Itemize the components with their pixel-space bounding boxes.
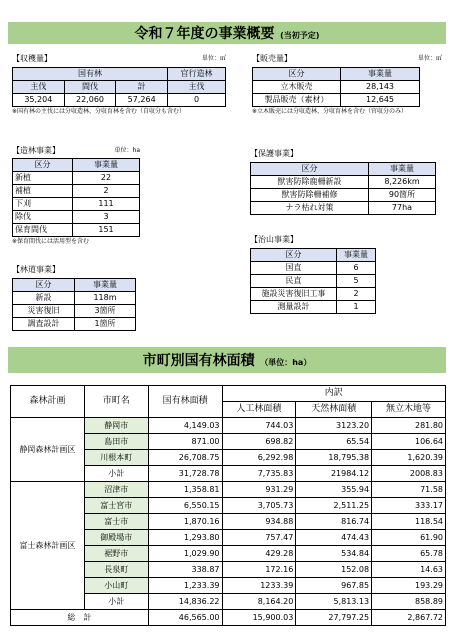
city-name: 富士宮市 [84, 498, 148, 514]
cell-unstocked: 333.17 [372, 498, 446, 514]
afforest-label: 除伐 [13, 211, 73, 224]
mountain-label: 国直 [251, 262, 337, 275]
cell-unstocked: 71.58 [372, 482, 446, 498]
cell-planted: 698.82 [222, 434, 296, 450]
header-natural: 天然林面積 [296, 402, 372, 418]
cell-total: 871.00 [148, 434, 222, 450]
city-name: 島田市 [84, 434, 148, 450]
sales-title: 【販売量】 [252, 54, 292, 63]
afforest-value: 151 [73, 224, 140, 237]
cell-natural: 3123.20 [296, 418, 372, 434]
protect-label: 獣害防除鹿柵新設 [251, 176, 369, 189]
title-note: (当初予定) [280, 31, 320, 40]
sales-label: 製品販売（素材） [253, 94, 341, 107]
cell-unstocked: 1,620.39 [372, 450, 446, 466]
mountain-label: 施設災害復旧工事 [251, 288, 337, 301]
mountain-value: 6 [337, 262, 376, 275]
area-table [10, 385, 446, 626]
cell-total: 1,029.90 [148, 546, 222, 562]
cell-total: 338.87 [148, 562, 222, 578]
harvest-col: 主伐 [13, 81, 65, 94]
cell-unstocked: 193.29 [372, 578, 446, 594]
cell-natural: 474.43 [296, 530, 372, 546]
cell-planted: 757.47 [222, 530, 296, 546]
cell-natural: 355.94 [296, 482, 372, 498]
road-label: 災害復旧 [13, 305, 75, 318]
header-unstocked: 無立木地等 [372, 402, 446, 418]
sales-note: ※立木販売には分収造林、分収育林を含む（官収分のみ） [252, 108, 408, 115]
cell-unstocked: 2008.83 [372, 466, 446, 482]
city-name: 富士市 [84, 514, 148, 530]
harvest-note: ※国有林の主伐には分収造林、分収育林を含む（自収分も含む） [12, 108, 186, 115]
road-value: 3箇所 [75, 305, 136, 318]
cell-total: 1,293.80 [148, 530, 222, 546]
sales-table [252, 67, 420, 107]
road-col: 事業量 [75, 279, 136, 292]
cell-total: 1,358.81 [148, 482, 222, 498]
cell-unstocked: 106.64 [372, 434, 446, 450]
page-title: 令和７年度の事業概要 [134, 26, 275, 42]
afforest-value: 22 [73, 172, 140, 185]
city-name: 御殿場市 [84, 530, 148, 546]
protect-table [250, 162, 436, 215]
road-table [12, 278, 136, 331]
sales-value: 28,143 [341, 81, 420, 94]
afforest-label: 新植 [13, 172, 73, 185]
road-label: 新設 [13, 292, 75, 305]
grand-planted: 15,900.03 [222, 610, 296, 626]
cell-natural: 816.74 [296, 514, 372, 530]
protect-section [250, 148, 440, 215]
afforest-table [12, 158, 140, 237]
district-name: 静岡森林計画区 [11, 418, 85, 482]
road-label: 調査設計 [13, 318, 75, 331]
area-banner [8, 347, 446, 373]
cell-natural: 152.08 [296, 562, 372, 578]
cell-unstocked: 118.54 [372, 514, 446, 530]
cell-total: 26,708.75 [148, 450, 222, 466]
cell-total: 31,728.78 [148, 466, 222, 482]
summary-banner [8, 22, 446, 44]
mountain-section [250, 234, 440, 314]
grand-total: 46,565.00 [148, 610, 222, 626]
harvest-col: 計 [116, 81, 168, 94]
protect-title: 【保護事業】 [250, 149, 298, 158]
cell-natural: 65.54 [296, 434, 372, 450]
mountain-label: 民直 [251, 275, 337, 288]
cell-natural: 21984.12 [296, 466, 372, 482]
afforest-label: 補植 [13, 185, 73, 198]
header-plan: 森林計画 [11, 386, 85, 418]
road-title: 【林道事業】 [12, 265, 60, 274]
mountain-col: 事業量 [337, 249, 376, 262]
cell-unstocked: 65.78 [372, 546, 446, 562]
header-city: 市町名 [84, 386, 148, 418]
sales-value: 12,645 [341, 94, 420, 107]
afforest-value: 3 [73, 211, 140, 224]
cell-natural: 2,511.25 [296, 498, 372, 514]
grand-unstocked: 2,867.72 [372, 610, 446, 626]
protect-col: 区分 [251, 163, 369, 176]
road-value: 1箇所 [75, 318, 136, 331]
cell-planted: 744.03 [222, 418, 296, 434]
mountain-value: 5 [337, 275, 376, 288]
cell-planted: 8,164.20 [222, 594, 296, 610]
harvest-col: 主伐 [168, 81, 226, 94]
afforest-note: ※保育間伐には活用型を含む [12, 238, 90, 245]
harvest-value: 22,060 [64, 94, 116, 107]
city-name: 沼津市 [84, 482, 148, 498]
header-planted: 人工林面積 [222, 402, 296, 418]
afforest-label: 保育間伐 [13, 224, 73, 237]
cell-natural: 967.85 [296, 578, 372, 594]
grand-natural: 27,797.25 [296, 610, 372, 626]
protect-value: 8,226km [369, 176, 436, 189]
cell-planted: 172.16 [222, 562, 296, 578]
city-name: 小山町 [84, 578, 148, 594]
cell-planted: 7,735.83 [222, 466, 296, 482]
cell-planted: 1233.39 [222, 578, 296, 594]
afforest-title: 【造林事業】 [12, 146, 60, 155]
city-name: 長泉町 [84, 562, 148, 578]
road-value: 118m [75, 292, 136, 305]
sales-section [252, 53, 442, 115]
cell-natural: 5,813.13 [296, 594, 372, 610]
cell-planted: 934.88 [222, 514, 296, 530]
cell-planted: 429.28 [222, 546, 296, 562]
afforest-col: 事業量 [73, 159, 140, 172]
cell-natural: 534.84 [296, 546, 372, 562]
cell-natural: 18,795.38 [296, 450, 372, 466]
cell-unstocked: 281.80 [372, 418, 446, 434]
header-total: 国有林面積 [148, 386, 222, 418]
protect-value: 90箇所 [369, 189, 436, 202]
header-breakdown: 内訳 [222, 386, 446, 402]
protect-col: 事業量 [369, 163, 436, 176]
mountain-value: 1 [337, 301, 376, 314]
cell-planted: 6,292.98 [222, 450, 296, 466]
road-section [12, 264, 162, 331]
cell-planted: 931.29 [222, 482, 296, 498]
mountain-label: 測量設計 [251, 301, 337, 314]
afforest-unit: 単位：ha [114, 147, 140, 154]
cell-unstocked: 858.89 [372, 594, 446, 610]
cell-total: 4,149.03 [148, 418, 222, 434]
cell-total: 6,550.15 [148, 498, 222, 514]
protect-label: ナラ枯れ対策 [251, 202, 369, 215]
area-title: 市町別国有林面積 [142, 353, 255, 369]
cell-unstocked: 61.90 [372, 530, 446, 546]
mountain-value: 2 [337, 288, 376, 301]
district-name: 富士森林計画区 [11, 482, 85, 610]
sales-label: 立木販売 [253, 81, 341, 94]
subtotal-label: 小計 [84, 466, 148, 482]
harvest-value: 57,264 [116, 94, 168, 107]
harvest-value: 35,204 [13, 94, 65, 107]
afforest-value: 111 [73, 198, 140, 211]
cell-total: 1,233.39 [148, 578, 222, 594]
subtotal-label: 小計 [84, 594, 148, 610]
area-unit: （単位：ha） [260, 358, 312, 367]
sales-unit: 単位：㎥ [417, 55, 442, 62]
cell-unstocked: 14.63 [372, 562, 446, 578]
cell-total: 14,836.22 [148, 594, 222, 610]
mountain-table [250, 248, 376, 314]
cell-planted: 3,705.73 [222, 498, 296, 514]
harvest-unit: 単位：㎥ [201, 55, 226, 62]
afforest-label: 下刈 [13, 198, 73, 211]
harvest-table [12, 67, 226, 107]
afforest-value: 2 [73, 185, 140, 198]
sales-col: 区分 [253, 68, 341, 81]
protect-label: 獣害防除柵補修 [251, 189, 369, 202]
harvest-col: 間伐 [64, 81, 116, 94]
afforest-col: 区分 [13, 159, 73, 172]
mountain-col: 区分 [251, 249, 337, 262]
city-name: 静岡市 [84, 418, 148, 434]
harvest-value: 0 [168, 94, 226, 107]
sales-col: 事業量 [341, 68, 420, 81]
harvest-title: 【収穫量】 [12, 54, 52, 63]
city-name: 裾野市 [84, 546, 148, 562]
protect-value: 77ha [369, 202, 436, 215]
road-col: 区分 [13, 279, 75, 292]
city-name: 川根本町 [84, 450, 148, 466]
afforest-section [12, 145, 162, 245]
cell-total: 1,870.16 [148, 514, 222, 530]
grand-total-label: 総 計 [11, 610, 149, 626]
harvest-official-header: 官行造林 [168, 68, 226, 81]
harvest-group-header: 国有林 [13, 68, 168, 81]
mountain-title: 【治山事業】 [250, 235, 298, 244]
harvest-section [12, 53, 226, 115]
